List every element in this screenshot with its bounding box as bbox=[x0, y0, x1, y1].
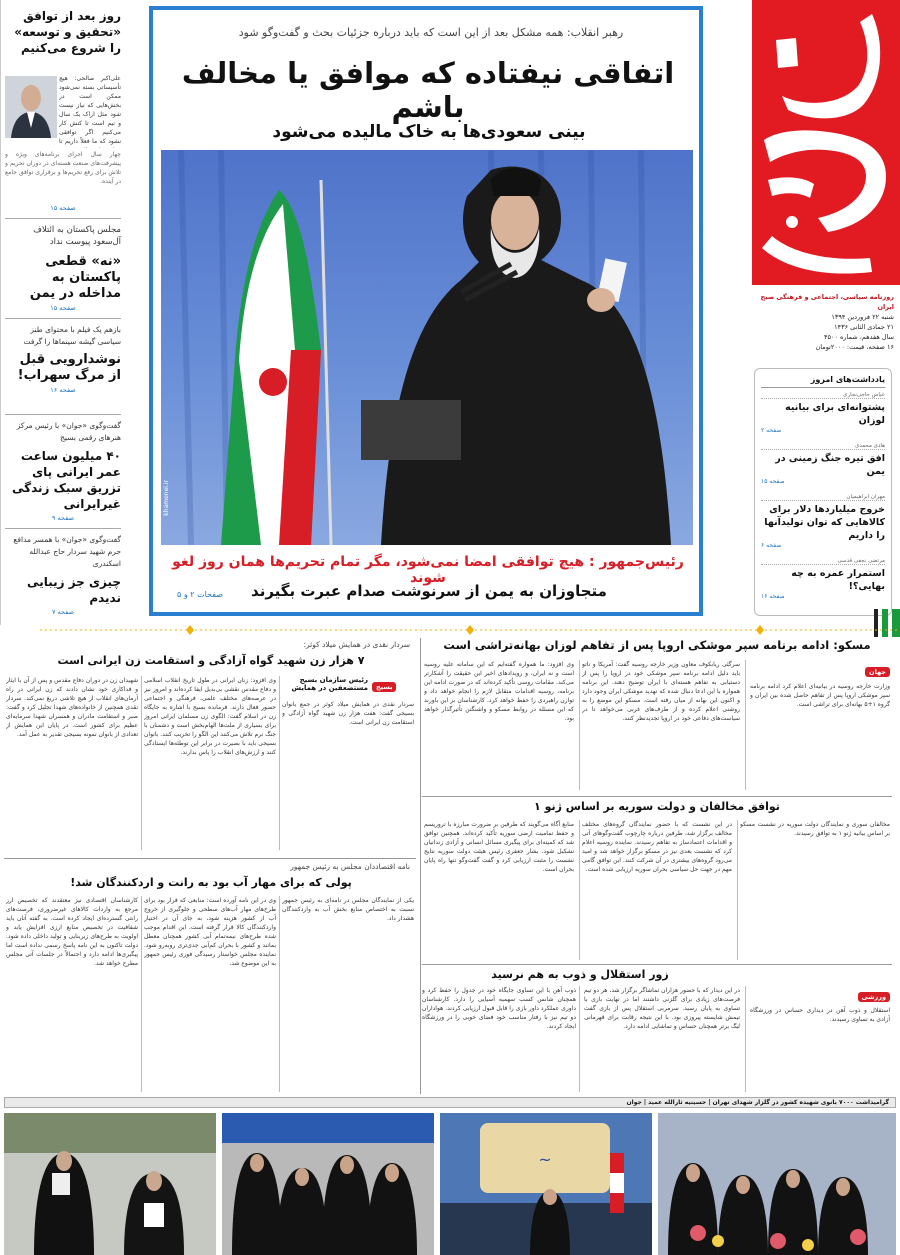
section-right-text-b: مخالفان سوری و نمایندگان دولت سوریه در نشست مسکو بر اساس بیانیه ژنو ۱ به توافق رسیدند. bbox=[740, 821, 890, 837]
left-block-1-text-more: چهار سال اجرای برنامه‌های ویژه و پیشرفت‌های صنعت هسته‌ای در دوران تحریم و تلاش برای رفع تحریم‌ها و برقراری توافق جامع در آینده. bbox=[5, 151, 121, 185]
index-page: صفحه ۲ bbox=[761, 427, 782, 434]
index-title[interactable]: افق تیره جنگ زمینی در یمن bbox=[775, 453, 885, 477]
section-left-text-b3: کارشناسان اقتصادی نیز معتقدند که تخصیص ارز مرجع به واردات کالاهای غیرضروری، فرصت‌های رانتی گسترده‌ای ایجاد کرده است. به گفته آنان باید شفافیت در تخصیص منابع ارزی افزایش یابد و اولویت به طرح‌های زیربنایی و تولید داخلی داده شود. دولت تاکنون به این نامه پاسخ رسمی نداده است اما پیگیری‌ها ادامه دارد و احتمالاً در جلسات آتی مجلس مطرح خواهد شد. bbox=[6, 897, 138, 967]
index-box bbox=[754, 368, 892, 616]
section-right-title[interactable]: مسکو: ادامه برنامه سپر موشکی اروپا پس از تفاهم لوزان بهانه‌تراشی است bbox=[443, 638, 871, 652]
section-right-text-b2: در این نشست که با حضور نمایندگان گروه‌های مختلف مخالف برگزار شد، طرفین درباره چارچوب گفت‌وگوهای آتی و اقدامات اعتمادساز به تفاهم رسیدند. نماینده روسیه اعلام کرد که نشست بعدی نیز در مسکو برگزار خواهد شد و امید می‌رود گروه‌های بیشتری در آن شرکت کنند. این توافق گامی مهم در جهت حل سیاسی بحران سوریه ارزیابی شده است. bbox=[582, 821, 732, 873]
index-author: مهران ابراهیمیان bbox=[761, 494, 885, 501]
section-right-text-a: وزارت خارجه روسیه در بیانیه‌ای اعلام کرد ادامه برنامه سپر موشکی اروپا پس از تفاهم حاصل شده بین ایران و گروه ۱+۵ بهانه‌ای برای تراشی است. bbox=[750, 683, 890, 708]
index-heading: یادداشت‌های امروز bbox=[761, 375, 885, 388]
caption-black[interactable]: متجاوزان به یمن از سرنوشت صدام عبرت بگیرند bbox=[251, 582, 607, 600]
masthead-info bbox=[752, 292, 900, 364]
bottom-photo-2 bbox=[222, 1113, 434, 1255]
left-block-1-title[interactable]: روز بعد از توافق «تحقیق و توسعه» را شروع می‌کنیم bbox=[14, 9, 121, 55]
section-left-kicker: سردار نقدی در همایش میلاد کوثر: bbox=[303, 640, 410, 649]
section-right-text-c: استقلال و ذوب آهن در دیداری حساس در ورزشگاه آزادی به تساوی رسیدند. bbox=[750, 1007, 890, 1023]
left-block-3[interactable] bbox=[5, 324, 121, 394]
index-page: صفحه ۱۶ bbox=[761, 593, 785, 600]
caption-red[interactable]: رئیس‌جمهور : هیچ توافقی امضا نمی‌شود، مگر تمام تحریم‌ها همان روز لغو شوند bbox=[172, 554, 684, 586]
index-item[interactable] bbox=[761, 558, 885, 600]
section-right-text-c3: ذوب آهن با این تساوی جایگاه خود در جدول را حفظ کرد و همچنان شانس کسب سهمیه آسیایی را دارد. کارشناسان داوری عملکرد داور بازی را قابل قبول ارزیابی کردند. هواداران دو تیم نیز با رفتار مناسب خود فضای خوبی را در ورزشگاه ایجاد کردند. bbox=[422, 987, 576, 1030]
section-right-subtitle[interactable]: توافق مخالفان و دولت سوریه بر اساس ژنو ۱ bbox=[534, 800, 780, 813]
section-left-lower-kicker: نامه اقتصاددان مجلس به رئیس جمهور bbox=[290, 862, 410, 871]
ticker-text: گرامیداشت ۷۰۰۰ بانوی شهیده کشور در گلزار شهدای تهران | حسینیه ثارالله عمید | جوان bbox=[626, 1099, 889, 1106]
index-item[interactable] bbox=[761, 392, 885, 434]
caption-page: صفحات ۲ و ۵ bbox=[177, 590, 224, 599]
section-divider bbox=[0, 622, 900, 636]
left-block-2-kicker: مجلس پاکستان به ائتلاف آل‌سعود پیوست نداد bbox=[33, 225, 121, 247]
main-kicker: رهبر انقلاب: همه مشکل بعد از این است که باید درباره جزئیات بحث و گفت‌وگو شود bbox=[238, 26, 624, 39]
left-block-5[interactable] bbox=[5, 534, 121, 616]
section-left-lower-title[interactable]: پولی که برای مهار آب بود به رانت و اردکنندگان شد! bbox=[70, 876, 352, 889]
left-block-1[interactable] bbox=[5, 8, 121, 56]
left-block-4-kicker: گفت‌وگوی «جوان» با رئیس مرکز هنرهای رقمی بسیج bbox=[16, 421, 121, 442]
left-block-5-title[interactable]: چیزی جز زیبایی ندیدم bbox=[27, 575, 121, 605]
section-right-text-a2: سرگئی ریابکوف معاون وزیر خارجه روسیه گفت: آمریکا و ناتو باید دلیل ادامه برنامه سپر موشکی خود در اروپا را پس از دستیابی به تفاهم هسته‌ای با ایران توضیح دهند. این برنامه همواره با این ادعا دنبال شده که تهدید موشکی ایران وجود دارد و اکنون این بهانه از میان رفته است. مسکو این موضع را به روشنی اعلام کرده و از طرف‌های غربی می‌خواهد تا در سیاست‌های دفاعی خود در اروپا تجدیدنظر کنند. bbox=[582, 661, 740, 722]
bottom-photo-1 bbox=[4, 1113, 216, 1255]
left-block-2-page: صفحه ۱۵ bbox=[50, 304, 76, 312]
photo-ticker bbox=[4, 1097, 896, 1108]
index-page: صفحه ۱۵ bbox=[761, 478, 785, 485]
left-block-2[interactable] bbox=[5, 224, 121, 312]
date-hijri: ۲۱ جمادی الثانی ۱۴۳۶ bbox=[834, 323, 894, 331]
left-block-1-page: صفحه ۱۵ bbox=[50, 204, 76, 212]
section-right-text-a3: وی افزود: ما همواره گفته‌ایم که این سامانه علیه روسیه است و نه ایران، و رویدادهای اخیر این حقیقت را آشکارتر می‌کند. مقامات روسی تأکید کرده‌اند که در صورت ادامه این برنامه، روسیه اقدامات متقابل لازم را انجام خواهد داد و توازن راهبردی را حفظ خواهد کرد. کارشناسان بر این باورند که این مسئله در روابط مسکو و واشنگتن تأثیرگذار خواهد بود. bbox=[424, 661, 574, 722]
left-block-3-page: صفحه ۱۶ bbox=[50, 386, 76, 394]
tagline: روزنامه سیاسی، اجتماعی و فرهنگی صبح ایران bbox=[760, 293, 894, 311]
issue-number: سال هفدهم، شماره ۴۵۰۰ bbox=[823, 333, 894, 341]
bottom-photo-3 bbox=[440, 1113, 652, 1255]
svg-text:~: ~ bbox=[538, 1150, 552, 1169]
left-block-5-kicker: گفت‌وگوی «جوان» با همسر مدافع حرم شهید سردار حاج عبدالله اسکندری bbox=[13, 535, 121, 568]
main-headline[interactable]: اتفاقی نیفتاده که موافق یا مخالف باشم bbox=[181, 56, 675, 124]
section-right-lower-title[interactable]: زور استقلال و ذوب به هم نرسید bbox=[491, 968, 669, 981]
section-right-text-b3: منابع آگاه می‌گویند که طرفین بر ضرورت مبارزه با تروریسم و حفظ تمامیت ارضی سوریه تأکید کرده‌اند. همچنین توافق شد که کمیته‌ای برای پیگیری مسائل انسانی و آزادی زندانیان تشکیل شود. بشار جعفری رئیس هیئت دولت سوریه نتایج نشست را مثبت ارزیابی کرد و گفت گفت‌وگو تنها راه پایان بحران است. bbox=[424, 821, 574, 873]
index-author: هادی محمدی bbox=[761, 443, 885, 450]
left-block-3-title[interactable]: نوشدارویی قبل از مرگ سهراب! bbox=[17, 352, 121, 383]
index-title[interactable]: استمرار عمره به چه بهایی؟! bbox=[791, 568, 885, 592]
date-persian: شنبه ۲۲ فروردین ۱۳۹۴ bbox=[831, 313, 894, 321]
index-title[interactable]: خروج میلیاردها دلار برای کالاهایی که توان تولیدآنها را داریم bbox=[764, 504, 885, 541]
main-photo bbox=[161, 150, 693, 545]
masthead-logo bbox=[752, 0, 900, 285]
section-left-text-b2: وی در این نامه آورده است: منابعی که قرار بود برای طرح‌های مهار آب‌های سطحی و جلوگیری از خروج آب از کشور هزینه شود، به جای آن در اختیار واردکنندگان کالا قرار گرفته است. این اقدام موجب شده طرح‌های نیمه‌تمام آبی کشور همچنان معطل بمانند و کشور با بحران کم‌آبی جدی‌تری روبه‌رو شود. نماینده مجلس خواستار رسیدگی فوری رئیس جمهور به این موضوع شد. bbox=[144, 897, 276, 967]
section-left-title[interactable]: ۷ هزار زن شهید گواه آزادگی و استقامت زن ایرانی است bbox=[57, 654, 365, 667]
section-right-text-c2: در این دیدار که با حضور هزاران تماشاگر برگزار شد، هر دو تیم فرصت‌های زیادی برای گلزنی داشتند اما در نهایت بازی با تساوی به پایان رسید. سرمربی استقلال پس از بازی گفت تیمش شایسته پیروزی بود. با این نتیجه رقابت برای قهرمانی لیگ برتر همچنان حساس و تماشایی ادامه دارد. bbox=[584, 987, 740, 1030]
main-story-frame bbox=[149, 6, 703, 616]
index-author: عباس حاجی‌نجاری bbox=[761, 392, 885, 399]
left-block-2-title[interactable]: «نه» قطعی پاکستان به مداخله در یمن bbox=[29, 254, 121, 301]
index-author: مرتضی نجفی قدسی bbox=[761, 558, 885, 565]
section-left-text-a3: شهیدان زن در دوران دفاع مقدس و پس از آن با ایثار و فداکاری خود نشان دادند که زن ایرانی در راه آرمان‌های انقلاب از هیچ تلاشی دریغ نمی‌کند. سردار نقدی همچنین از خانواده‌های شهدا تجلیل کرد و گفت: صبر و استقامت مادران و همسران شهدا سرمایه‌ای عظیم برای کشور است. در پایان این همایش از تعدادی از بانوان نمونه بسیجی تقدیر به عمل آمد. bbox=[6, 677, 138, 738]
section-left-text-b: یکی از نمایندگان مجلس در نامه‌ای به رئیس جمهور نسبت به اختصاص منابع بخش آب به واردکنندگان هشدار داد. bbox=[282, 897, 414, 922]
portrait-photo bbox=[5, 76, 57, 138]
photo-credit: khamenei.ir bbox=[163, 480, 170, 516]
flag-icon bbox=[221, 180, 331, 545]
index-page: صفحه ۶ bbox=[761, 542, 782, 549]
left-block-4-page: صفحه ۹ bbox=[51, 514, 75, 522]
index-title[interactable]: پشتوانه‌ای برای بیانیه لوزان bbox=[785, 402, 885, 426]
index-item[interactable] bbox=[761, 494, 885, 549]
section-tag-basij[interactable]: بسیج bbox=[372, 682, 396, 692]
main-subhead: بینی سعودی‌ها به خاک مالیده می‌شود bbox=[272, 122, 586, 142]
section-left-text-a: سردار نقدی در همایش میلاد کوثر در جمع بانوان بسیجی گفت: هفت هزار زن شهید گواه آزادگی و استقامت زن ایرانی است. bbox=[282, 701, 414, 726]
section-left-text-a2: وی افزود: زنان ایرانی در طول تاریخ انقلاب اسلامی و دفاع مقدس نقشی بی‌بدیل ایفا کرده‌اند و امروز نیز در عرصه‌های مختلف علمی، فرهنگی و اجتماعی حضور فعال دارند. فرمانده بسیج با اشاره به جایگاه زن در اسلام گفت: الگوی زن مسلمان ایرانی امروز برای بسیاری از ملت‌ها الهام‌بخش است و دشمنان با جنگ نرم تلاش می‌کنند این الگو را تخریب کنند. بانوان بسیجی باید با بصیرت در برابر این توطئه‌ها ایستادگی کنند و ارزش‌های انقلاب را پاس بدارند. bbox=[144, 677, 276, 756]
left-column bbox=[0, 0, 122, 625]
left-block-1-text: علی‌اکبر صالحی: هیچ تأسیساتی بسته نمی‌شود ممکن است در بخش‌هایی که نیاز نیست شود مثل اراک یک سال و نیم است تا کنش کار می‌کنیم اگر توافقی نشود که ما فعلاً داریم تا bbox=[59, 75, 121, 145]
section-left-box-title: رئیس سازمان بسیج مستضعفین در همایش bbox=[291, 676, 368, 692]
index-item[interactable] bbox=[761, 443, 885, 485]
left-block-5-page: صفحه ۷ bbox=[51, 608, 75, 616]
section-tag-world[interactable]: جهان bbox=[865, 667, 890, 677]
left-block-4[interactable] bbox=[5, 420, 121, 522]
left-block-4-title[interactable]: ۴۰ میلیون ساعت عمر ایرانی پای تزریق سبک زندگی غیرایرانی bbox=[11, 449, 121, 511]
price: ۱۶ صفحه، قیمت: ۲۰۰۰تومان bbox=[815, 343, 894, 351]
section-tag-sport[interactable]: ورزشی bbox=[858, 992, 891, 1002]
left-block-3-kicker: بازهم یک فیلم با محتوای طنز سیاسی گیشه سینماها را گرفت bbox=[23, 325, 121, 346]
bottom-photo-4 bbox=[658, 1113, 896, 1255]
